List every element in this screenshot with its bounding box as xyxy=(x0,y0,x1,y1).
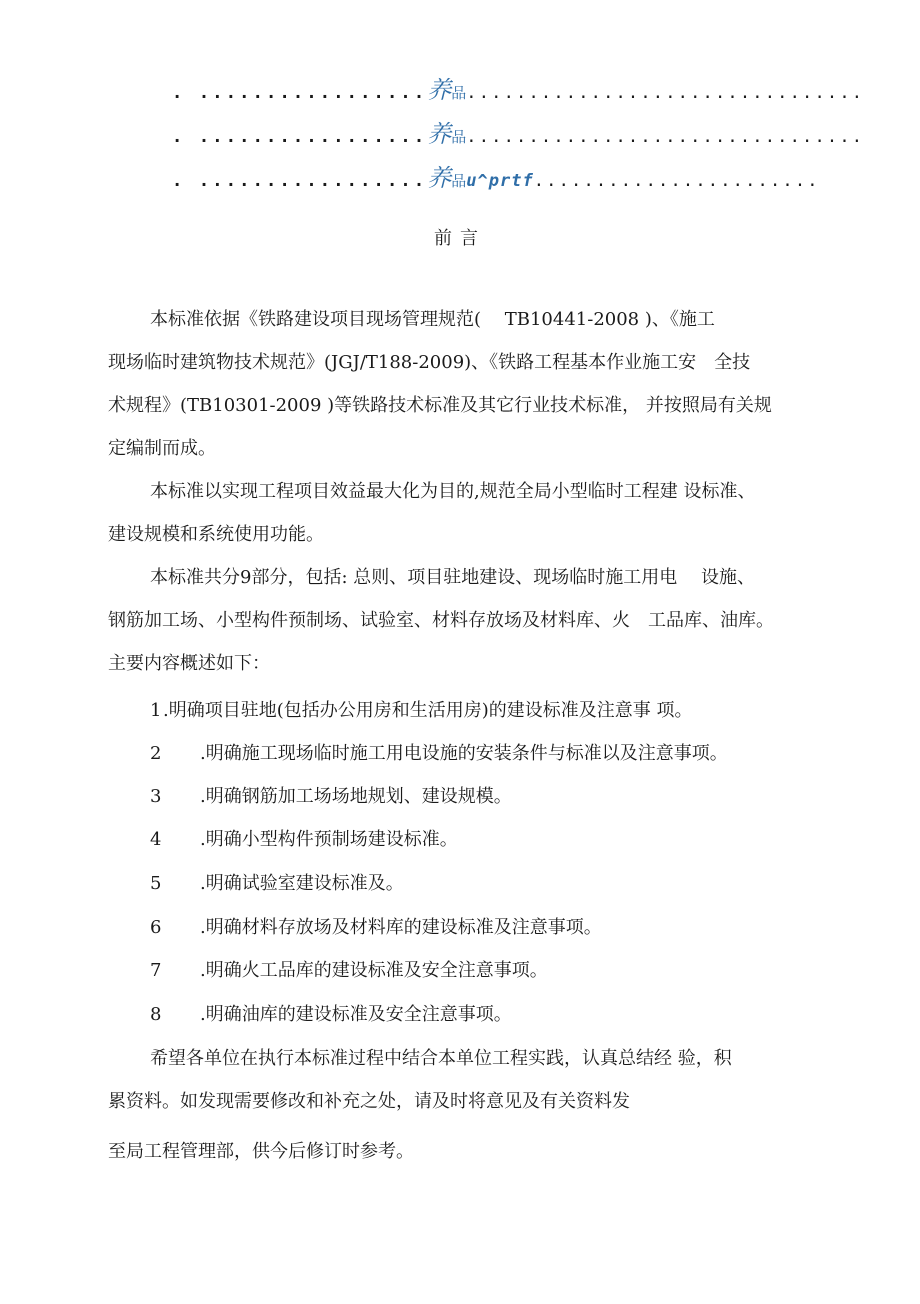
paragraph-line: 术规程》(TB10301-2009 )等铁路技术标准及其它行业技术标准， 并按照局有关规 xyxy=(108,395,772,416)
list-number: 8 xyxy=(150,1004,162,1025)
list-number: 5 xyxy=(150,873,162,894)
list-number: 1 xyxy=(150,700,162,721)
toc-mark-suffix: 品 xyxy=(451,172,467,190)
list-number: 7 xyxy=(150,960,162,981)
toc-mark: 养 xyxy=(427,76,452,104)
toc-mark: 养 xyxy=(427,120,452,148)
list-item: .明确火工品库的建设标准及安全注意事项。 xyxy=(200,960,548,981)
closing-line: 至局工程管理部，供今后修订时参考。 xyxy=(108,1141,414,1162)
page-heading: 前言 xyxy=(434,228,486,249)
toc-mark: 养 xyxy=(427,164,452,192)
toc-trailer: ................................ xyxy=(466,83,865,103)
toc-line[interactable] xyxy=(172,114,865,158)
toc-trailer: ................................ xyxy=(466,127,865,147)
toc-trailer: ....................... xyxy=(533,171,820,191)
list-item: .明确项目驻地(包括办公用房和生活用房)的建设标准及注意事 项。 xyxy=(163,700,693,721)
paragraph-line: 本标准以实现工程项目效益最大化为目的,规范全局小型临时工程建 设标准、 xyxy=(150,481,756,502)
paragraph-line: 本标准依据《铁路建设项目现场管理规范( TB10441-2008 )、《施工 xyxy=(150,309,715,330)
toc-mark-suffix: 品 xyxy=(451,84,467,102)
list-item: .明确小型构件预制场建设标准。 xyxy=(200,829,458,850)
list-item: .明确材料存放场及材料库的建设标准及注意事项。 xyxy=(200,917,602,938)
toc-mark-suffix: 品 xyxy=(451,128,467,146)
toc-line[interactable] xyxy=(172,70,865,114)
toc-leader: . ................. xyxy=(172,127,428,147)
toc-extra: u^prtf xyxy=(466,171,534,191)
paragraph-line: 主要内容概述如下： xyxy=(108,653,270,674)
toc-line[interactable] xyxy=(172,158,832,202)
closing-line: 希望各单位在执行本标准过程中结合本单位工程实践，认真总结经 验，积 xyxy=(150,1048,732,1069)
toc-leader: . ................. xyxy=(172,83,428,103)
paragraph-line: 建设规模和系统使用功能。 xyxy=(108,524,324,545)
paragraph-line: 现场临时建筑物技术规范》(JGJ/T188-2009)、《铁路工程基本作业施工安 全技 xyxy=(108,352,751,373)
table-of-contents xyxy=(172,70,865,202)
paragraph-line: 钢筋加工场、小型构件预制场、试验室、材料存放场及材料库、火 工品库、油库。 xyxy=(108,610,774,631)
list-item: .明确钢筋加工场场地规划、建设规模。 xyxy=(200,786,512,807)
list-item: .明确施工现场临时施工用电设施的安装条件与标准以及注意事项。 xyxy=(200,743,728,764)
paragraph-line: 定编制而成。 xyxy=(108,438,216,459)
closing-line: 累资料。如发现需要修改和补充之处，请及时将意见及有关资料发 xyxy=(108,1091,630,1112)
list-number: 3 xyxy=(150,786,162,807)
list-item: .明确油库的建设标准及安全注意事项。 xyxy=(200,1004,512,1025)
list-item: .明确试验室建设标准及。 xyxy=(200,873,404,894)
list-number: 4 xyxy=(150,829,162,850)
toc-leader: . ................. xyxy=(172,171,428,191)
list-number: 6 xyxy=(150,917,162,938)
paragraph-line: 本标准共分9部分，包括: 总则、项目驻地建设、现场临时施工用电 设施、 xyxy=(150,567,755,588)
list-number: 2 xyxy=(150,743,162,764)
